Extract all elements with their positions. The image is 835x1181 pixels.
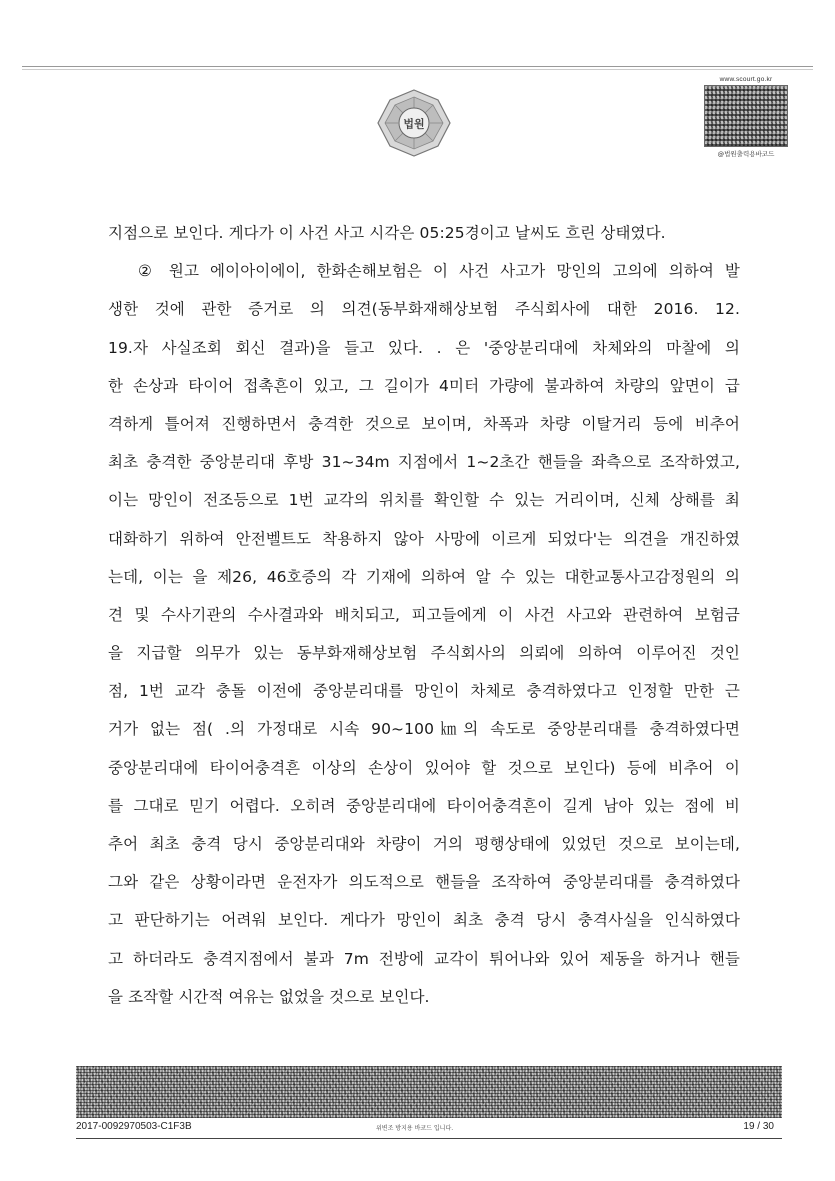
body-line: 을 조작할 시간적 여유는 없었을 것으로 보인다. xyxy=(108,987,430,1006)
seal-text: 법원 xyxy=(403,117,425,131)
header-rule xyxy=(22,66,813,67)
qr-caption: @법원출력용바코드 xyxy=(717,150,775,158)
header-rule-thin xyxy=(22,69,813,70)
body-line: 거가 없는 점( .의 가정대로 시속 90~100㎞의 속도로 중앙분리대를 충격하였다면 xyxy=(108,720,740,739)
body-line: 지점으로 보인다. 게다가 이 사건 사고 시각은 05:25경이고 날씨도 흐린 상태였다. xyxy=(108,224,666,242)
court-seal-icon xyxy=(376,88,452,158)
document-body xyxy=(108,214,740,1016)
body-line: 견 및 수사기관의 수사결과와 배치되고, 피고들에게 이 사건 사고와 관련하여 보험금 xyxy=(108,605,740,624)
qr-url: www.scourt.go.kr xyxy=(719,76,773,83)
body-line: 격하게 틀어져 진행하면서 충격한 것으로 보이며, 차폭과 차량 이탈거리 등에 비추어 xyxy=(108,414,740,433)
body-line: 추어 최초 충격 당시 중앙분리대와 차량이 거의 평행상태에 있었던 것으로 보이는데, xyxy=(108,835,740,853)
body-line: 를 그대로 믿기 어렵다. 오히려 중앙분리대에 타이어충격흔이 길게 남아 있는 점에 비 xyxy=(108,796,740,815)
body-line: 중앙분리대에 타이어충격흔 이상의 손상이 있어야 할 것으로 보인다) 등에 비추어 이 xyxy=(108,758,740,777)
body-line: 대화하기 위하여 안전벨트도 착용하지 않아 사망에 이르게 되었다'는 의견을 개진하였 xyxy=(108,529,740,548)
qr-block xyxy=(702,76,790,158)
qr-code-icon xyxy=(704,85,788,147)
page-number: 19 / 30 xyxy=(743,1121,774,1132)
body-line: 을 지급할 의무가 있는 동부화재해상보험 주식회사의 의뢰에 의하여 이루어진 것인 xyxy=(108,644,740,663)
body-line: 생한 것에 관한 증거로 의 의견(동부화재해상보험 주식회사에 대한 2016. 12. xyxy=(108,300,740,319)
body-line: 그와 같은 상황이라면 운전자가 의도적으로 핸들을 조작하여 중앙분리대를 충격하였다 xyxy=(108,873,740,892)
body-line: 이는 망인이 전조등으로 1번 교각의 위치를 확인할 수 있는 거리이며, 신체 상해를 최 xyxy=(108,491,740,510)
body-line: 는데, 이는 을 제26, 46호증의 각 기재에 의하여 알 수 있는 대한교통사고감정원의 의 xyxy=(108,567,740,586)
body-line: 점, 1번 교각 충돌 이전에 중앙분리대를 망인이 차체로 충격하였다고 인정할 만한 근 xyxy=(108,682,740,701)
anti-forgery-barcode xyxy=(76,1066,782,1118)
barcode-notice: 위변조 방지용 바코드 입니다. xyxy=(376,1125,454,1132)
body-line: 고 하더라도 충격지점에서 불과 7m 전방에 교각이 튀어나와 있어 제동을 하거나 핸들 xyxy=(108,949,740,968)
body-line: ② 원고 에이아이에이, 한화손해보험은 이 사건 사고가 망인의 고의에 의하여 발 xyxy=(138,262,740,281)
footer xyxy=(76,1121,782,1135)
document-id: 2017-0092970503-C1F3B xyxy=(76,1121,192,1132)
body-line: 한 손상과 타이어 접촉흔이 있고, 그 길이가 4미터 가량에 불과하여 차량의 앞면이 급 xyxy=(108,376,740,395)
body-line: 19.자 사실조회 회신 결과)을 들고 있다. . 은 '중앙분리대에 차체와의 마찰에 의 xyxy=(108,338,740,357)
body-line: 최초 충격한 중앙분리대 후방 31~34m 지점에서 1~2초간 핸들을 좌측으로 조작하였고, xyxy=(108,453,740,472)
footer-rule xyxy=(76,1138,782,1139)
body-line: 고 판단하기는 어려워 보인다. 게다가 망인이 최초 충격 당시 충격사실을 인식하였다 xyxy=(108,911,740,930)
